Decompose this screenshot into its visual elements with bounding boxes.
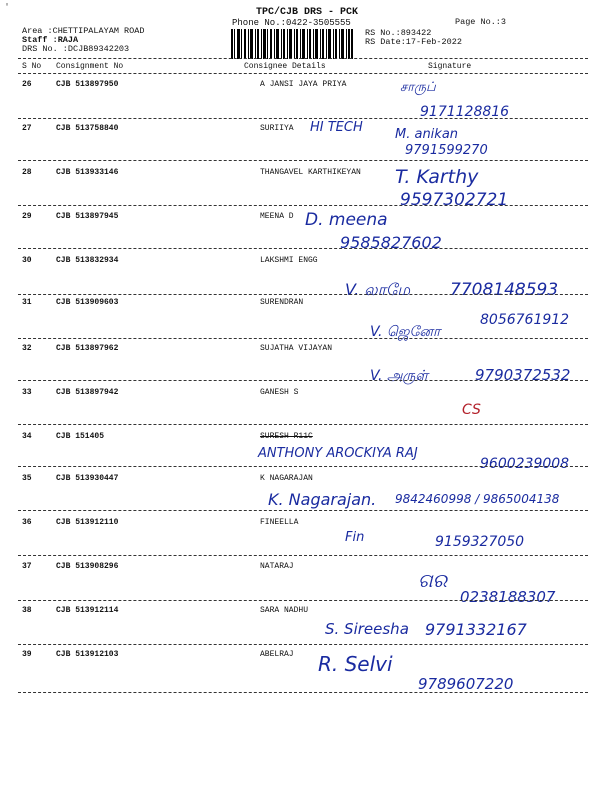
- row-consignee: SUJATHA VIJAYAN: [260, 344, 333, 353]
- row-signature: Fin: [345, 530, 365, 545]
- row-divider: [18, 424, 588, 425]
- row-signature: R. Selvi: [318, 652, 393, 676]
- row-phone: 9791599270: [405, 143, 488, 158]
- row-divider: [18, 205, 588, 206]
- row-divider: [18, 466, 588, 467]
- row-phone: 9600239008: [480, 456, 570, 472]
- row-consignee: LAKSHMI ENGG: [260, 256, 318, 265]
- row-divider: [18, 600, 588, 601]
- row-sno: 36: [22, 518, 32, 527]
- row-consignee: SURESH R11C: [260, 432, 313, 441]
- row-consignment: CJB 513897945: [56, 212, 119, 221]
- row-consignment: CJB 513897962: [56, 344, 119, 353]
- phone-number: Phone No.:0422-3505555: [232, 18, 351, 28]
- row-signature: K. Nagarajan.: [268, 490, 377, 509]
- row-signature: V. ஜெனோ: [370, 324, 441, 340]
- row-consignee: SURENDRAN: [260, 298, 304, 307]
- row-consignee: K NAGARAJAN: [260, 474, 313, 483]
- barcode: [231, 29, 353, 59]
- row-consignment: CJB 513933146: [56, 168, 119, 177]
- row-signature: ANTHONY AROCKIYA RAJ: [258, 446, 418, 461]
- row-consignment: CJB 513897950: [56, 80, 119, 89]
- row-signature: S. Sireesha: [325, 620, 409, 638]
- header-divider-bottom: [18, 73, 588, 74]
- row-signature: D. meena: [305, 210, 388, 230]
- row-consignee: GANESH S: [260, 388, 299, 397]
- row-consignee: FINEELLA: [260, 518, 299, 527]
- row-sno: 29: [22, 212, 32, 221]
- row-divider: [18, 510, 588, 511]
- row-consignment: CJB 513912114: [56, 606, 119, 615]
- col-sno: S No: [22, 62, 42, 71]
- row-consignment: CJB 513832934: [56, 256, 119, 265]
- row-sno: 31: [22, 298, 32, 307]
- row-sno: 30: [22, 256, 32, 265]
- row-phone: 9159327050: [435, 534, 525, 550]
- col-consignment: Consignment No: [56, 62, 124, 71]
- row-consignee: ABELRAJ: [260, 650, 294, 659]
- row-sno: 26: [22, 80, 32, 89]
- document-title: TPC/CJB DRS - PCK: [256, 7, 359, 18]
- row-signature: T. Karthy: [395, 166, 479, 188]
- row-sno: 37: [22, 562, 32, 571]
- row-phone: 7708148593: [450, 280, 559, 300]
- row-divider: [18, 248, 588, 249]
- row-sno: 28: [22, 168, 32, 177]
- row-phone: 8056761912: [480, 312, 570, 328]
- row-consignment: CJB 513912110: [56, 518, 119, 527]
- row-divider: [18, 160, 588, 161]
- row-divider: [18, 294, 588, 295]
- row-sno: 34: [22, 432, 32, 441]
- col-signature: Signature: [428, 62, 472, 71]
- row-phone: 0238188307: [460, 588, 556, 606]
- row-signature: சாருப்: [400, 80, 436, 95]
- row-consignment: CJB 151405: [56, 432, 105, 441]
- row-sno: 35: [22, 474, 32, 483]
- row-signature: V. லாமே: [345, 280, 411, 299]
- row-phone: 9789607220: [418, 675, 514, 693]
- row-consignee: SURIIYA: [260, 124, 294, 133]
- row-consignee-note: HI TECH: [310, 120, 363, 135]
- drs-number: DRS No. :DCJB89342203: [22, 44, 130, 54]
- row-sno: 32: [22, 344, 32, 353]
- row-phone: 9842460998 / 9865004138: [395, 492, 560, 506]
- row-sno: 33: [22, 388, 32, 397]
- row-phone: 9791332167: [425, 620, 527, 639]
- row-consignment: CJB 513912103: [56, 650, 119, 659]
- row-consignee: MEENA D: [260, 212, 294, 221]
- row-sno: 27: [22, 124, 32, 133]
- row-consignee: THANGAVEL KARTHIKEYAN: [260, 168, 361, 177]
- row-phone: 9790372532: [475, 366, 571, 384]
- area-label: Area :CHETTIPALAYAM ROAD: [22, 26, 145, 36]
- row-signature: CS: [462, 402, 481, 418]
- row-signature: M. anikan: [395, 127, 459, 142]
- row-phone: 9597302721: [400, 190, 509, 210]
- row-divider: [18, 555, 588, 556]
- rs-date: RS Date:17-Feb-2022: [365, 37, 462, 47]
- row-consignee: NATARAJ: [260, 562, 294, 571]
- row-divider: [18, 644, 588, 645]
- header-divider-top: [18, 58, 588, 59]
- row-divider: [18, 380, 588, 381]
- row-phone: 9585827602: [340, 233, 442, 252]
- row-consignee: SARA NADHU: [260, 606, 309, 615]
- row-divider: [18, 338, 588, 339]
- row-signature: V. அருள்: [370, 368, 429, 384]
- rs-number: RS No.:893422: [365, 28, 432, 38]
- row-divider: [18, 692, 588, 693]
- corner-mark: ': [4, 2, 11, 13]
- page-number: Page No.:3: [455, 17, 507, 27]
- row-sno: 38: [22, 606, 32, 615]
- row-signature: ଗର: [418, 570, 447, 592]
- row-consignment: CJB 513897942: [56, 388, 119, 397]
- row-consignment: CJB 513908296: [56, 562, 119, 571]
- row-consignment: CJB 513930447: [56, 474, 119, 483]
- staff-label: Staff :RAJA: [22, 35, 79, 45]
- col-consignee: Consignee Details: [244, 62, 326, 71]
- row-consignment: CJB 513909603: [56, 298, 119, 307]
- row-divider: [18, 118, 588, 119]
- row-phone: 9171128816: [420, 104, 510, 120]
- row-sno: 39: [22, 650, 32, 659]
- row-consignment: CJB 513758840: [56, 124, 119, 133]
- row-consignee: A JANSI JAYA PRIYA: [260, 80, 347, 89]
